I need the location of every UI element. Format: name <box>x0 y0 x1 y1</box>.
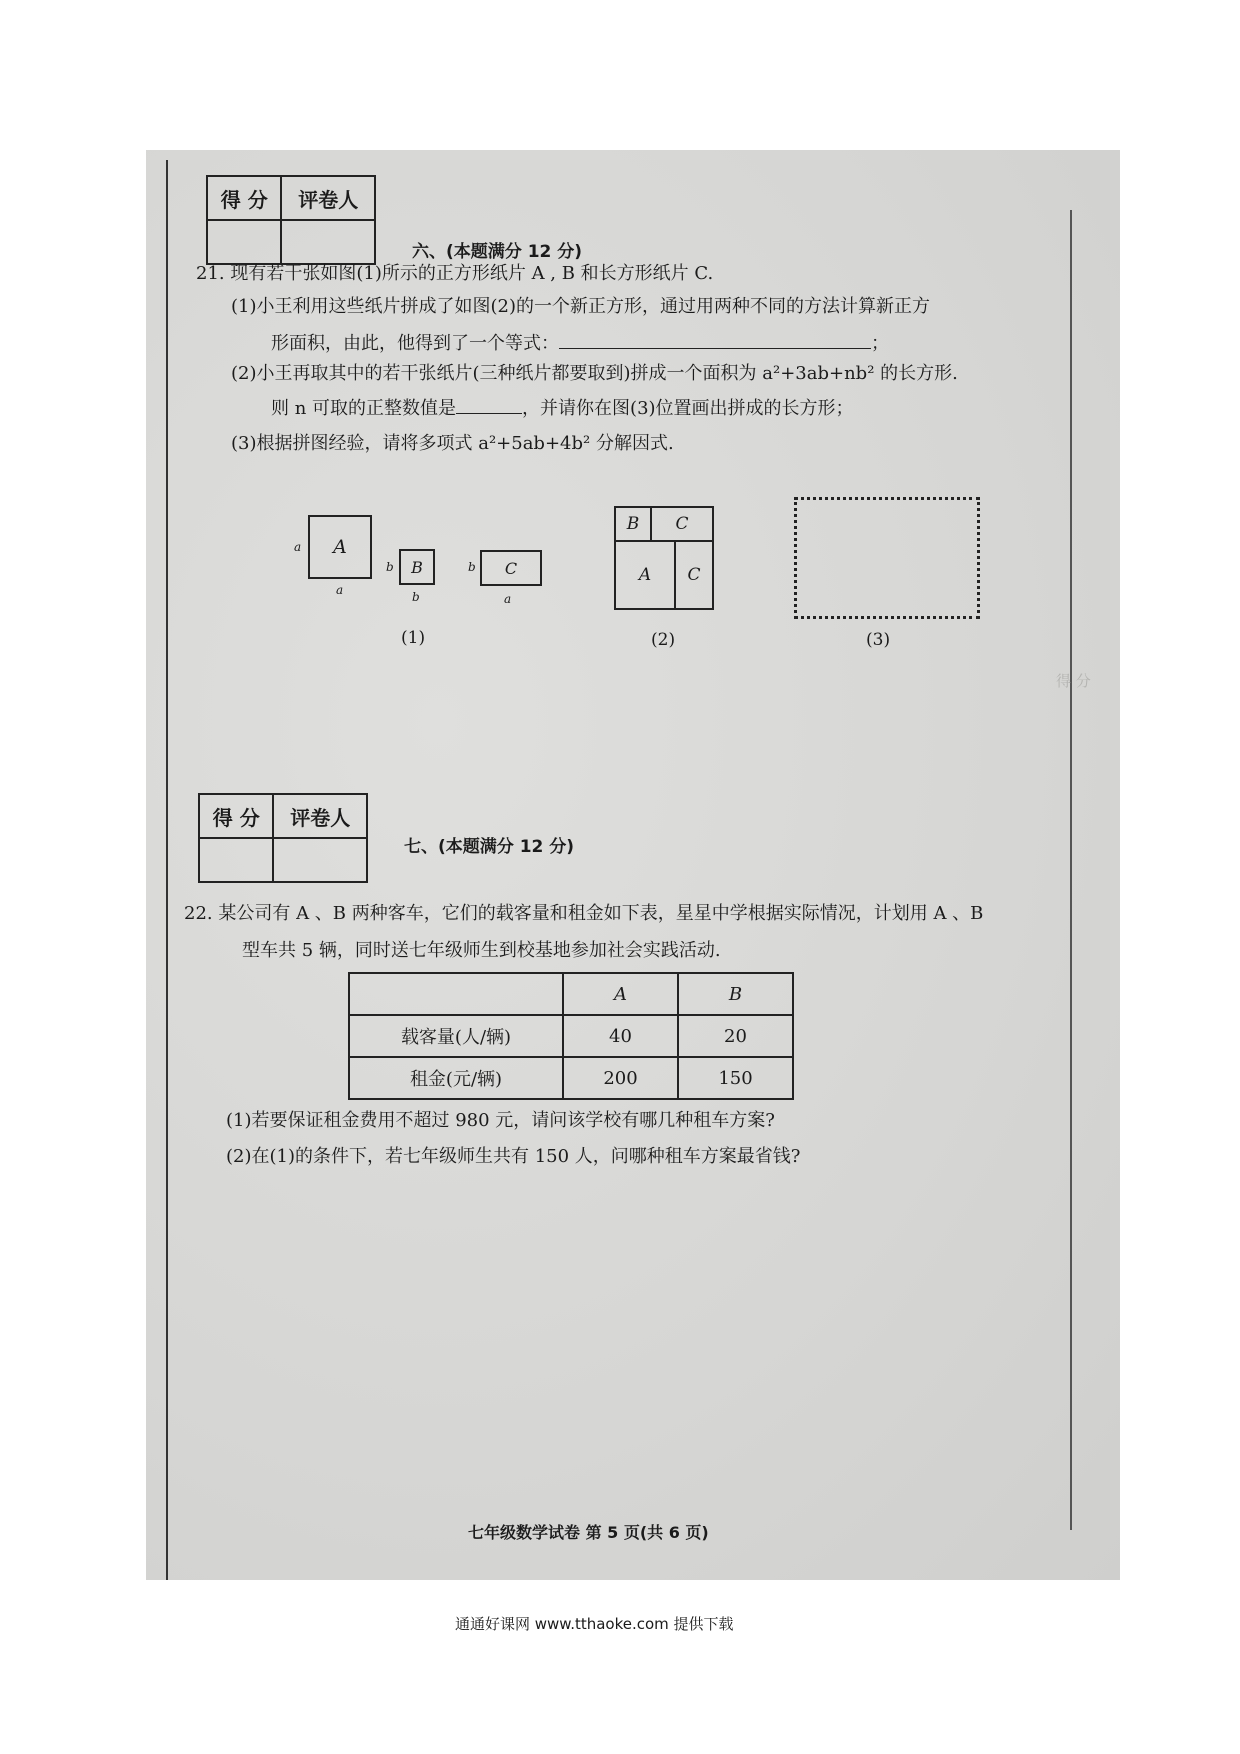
exam-paper-photo <box>146 150 1120 1580</box>
table-cell: 20 <box>678 1015 793 1057</box>
table-header-cell: B <box>678 973 793 1015</box>
table-row <box>349 1015 793 1057</box>
score-cell[interactable] <box>207 220 281 264</box>
q21-part1-line1: (1)小王利用这些纸片拼成了如图(2)的一个新正方形，通过用两种不同的方法计算新正方 <box>231 296 930 317</box>
score-cell[interactable] <box>199 838 273 882</box>
grader-cell[interactable] <box>273 838 367 882</box>
q22-stem-line2: 型车共 5 辆，同时送七年级师生到校基地参加社会实践活动. <box>242 940 721 961</box>
q21-part2-line2 <box>271 400 854 418</box>
table-header-row <box>349 973 793 1015</box>
grader-label: 评卷人 <box>281 176 375 220</box>
caption-figure-3: (3) <box>866 630 891 650</box>
square-b <box>399 549 435 585</box>
grid-cell-b-label: B <box>626 514 640 534</box>
grid-cell-c-right-label: C <box>687 565 701 585</box>
rect-c-side-label: b <box>468 560 476 574</box>
q21-part1-suffix: ； <box>871 333 889 354</box>
section7-title: 七、(本题满分 12 分) <box>404 837 575 857</box>
answer-blank-n[interactable] <box>456 413 522 414</box>
square-a-side-label: a <box>294 540 302 554</box>
bleed-through-text: 得 分 <box>1056 672 1091 690</box>
square-b-side-label: b <box>386 560 394 574</box>
table-row <box>349 1057 793 1099</box>
q21-part1-prefix: 形面积，由此，他得到了一个等式： <box>271 333 559 354</box>
grid-cell-c-top-label: C <box>675 514 689 534</box>
table-header-cell: A <box>563 973 678 1015</box>
table-cell: 40 <box>563 1015 678 1057</box>
table-cell: 150 <box>678 1057 793 1099</box>
caption-figure-2: (2) <box>651 630 676 650</box>
grid-cell-b <box>616 508 652 542</box>
page-footer: 七年级数学试卷 第 5 页(共 6 页) <box>468 1523 709 1542</box>
score-box-section6 <box>206 175 376 265</box>
table-cell: 200 <box>563 1057 678 1099</box>
left-margin-line <box>166 160 168 1580</box>
grader-cell[interactable] <box>281 220 375 264</box>
q21-part2-line1: (2)小王再取其中的若干张纸片(三种纸片都要取到)拼成一个面积为 a²+3ab+nb² 的长方形. <box>231 363 958 384</box>
grid-cell-c-top <box>652 508 712 542</box>
q21-part2-suffix: ，并请你在图(3)位置画出拼成的长方形； <box>522 398 854 419</box>
grid-cell-a <box>616 542 676 608</box>
watermark-text: 通通好课网 www.tthaoke.com 提供下载 <box>455 1615 734 1633</box>
score-label: 得 分 <box>199 794 273 838</box>
answer-blank-equation[interactable] <box>559 348 871 349</box>
table-header-cell <box>349 973 563 1015</box>
grid-cell-c-right <box>676 542 712 608</box>
square-b-label: B <box>411 557 423 577</box>
grader-label: 评卷人 <box>273 794 367 838</box>
figure-2-grid <box>614 506 714 610</box>
rect-c-label: C <box>504 558 518 578</box>
grid-cell-a-label: A <box>638 565 652 585</box>
section6-title: 六、(本题满分 12 分) <box>412 242 583 262</box>
score-box-section7 <box>198 793 368 883</box>
square-a-bottom-label: a <box>336 583 344 597</box>
q21-part1-line2 <box>271 335 889 353</box>
bus-data-table <box>348 972 794 1100</box>
square-a-label: A <box>333 536 347 558</box>
rect-c-bottom-label: a <box>504 592 512 606</box>
caption-figure-1: (1) <box>401 628 426 648</box>
square-a <box>308 515 372 579</box>
q21-stem: 21. 现有若干张如图(1)所示的正方形纸片 A , B 和长方形纸片 C. <box>196 263 714 284</box>
q22-part2: (2)在(1)的条件下，若七年级师生共有 150 人，问哪种租车方案最省钱? <box>226 1146 801 1167</box>
right-margin-line <box>1070 210 1072 1530</box>
table-cell: 载客量(人/辆) <box>349 1015 563 1057</box>
q22-part1: (1)若要保证租金费用不超过 980 元，请问该学校有哪几种租车方案? <box>226 1110 775 1131</box>
score-label: 得 分 <box>207 176 281 220</box>
table-cell: 租金(元/辆) <box>349 1057 563 1099</box>
q21-part2-prefix: 则 n 可取的正整数值是 <box>271 398 457 419</box>
square-b-bottom-label: b <box>412 590 420 604</box>
q21-part3: (3)根据拼图经验，请将多项式 a²+5ab+4b² 分解因式. <box>231 433 674 454</box>
rect-c <box>480 550 542 586</box>
q22-stem-line1: 22. 某公司有 A 、B 两种客车，它们的载客量和租金如下表，星星中学根据实际情况，计划用 A 、B <box>184 903 984 924</box>
drawing-area-figure-3[interactable] <box>794 497 980 619</box>
